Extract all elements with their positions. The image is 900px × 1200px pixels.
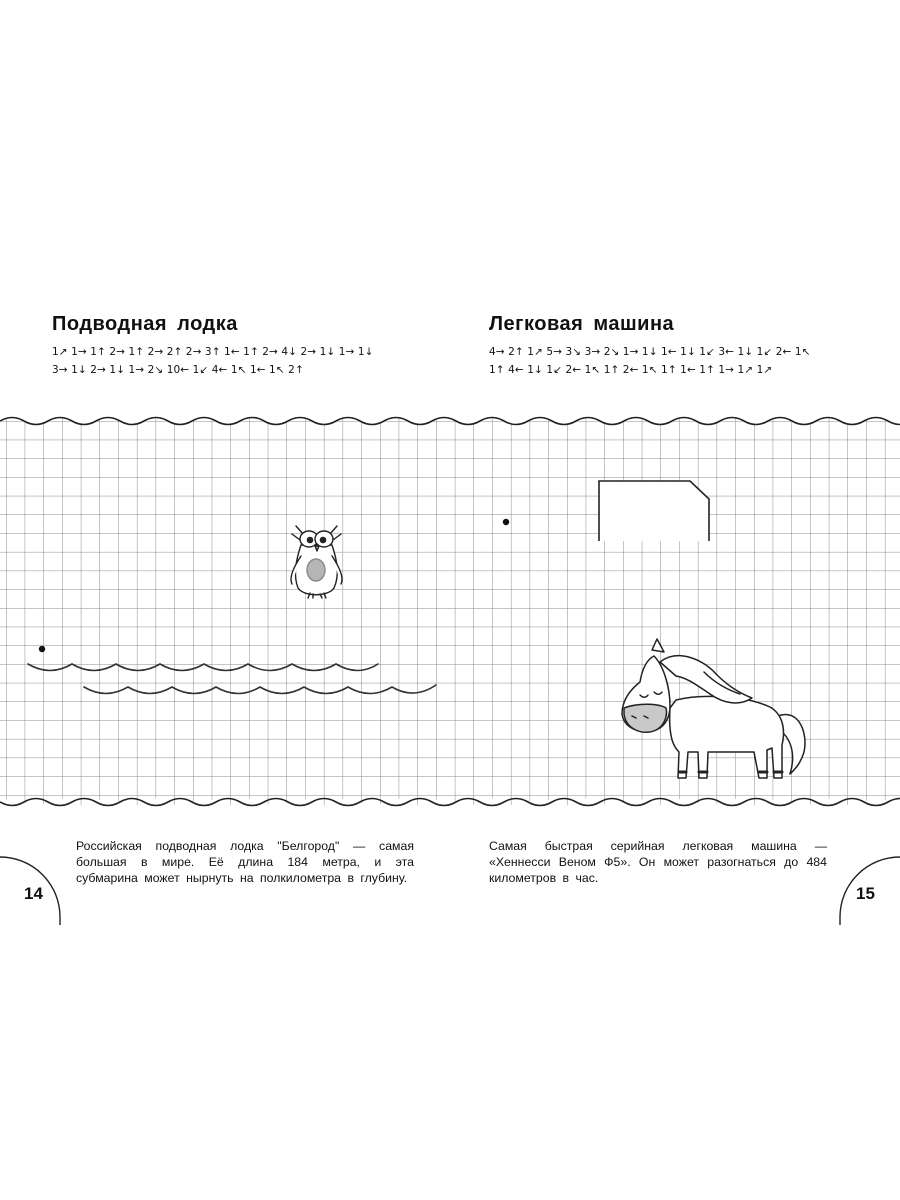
code-line: 1↑ 4← 1↓ 1↙ 2← 1↖ 1↑ 2← 1↖ 1↑ 1← 1↑ 1→ 1↗ 1↗ [489,364,773,376]
left-page-title: Подводная лодка [52,313,238,335]
right-start-dot [503,519,509,525]
left-page-paragraph: Российская подводная лодка "Белгород" — самая большая в мире. Её длина 184 метра, и эта субмарина может нырнуть на полкилометра в глубину. [76,839,414,885]
code-line: 3→ 1↓ 2→ 1↓ 1→ 2↘ 10← 1↙ 4← 1↖ 1← 1↖ 2↑ [52,364,304,376]
right-page-number: 15 [856,884,875,903]
code-line: 1↗ 1→ 1↑ 2→ 1↑ 2→ 2↑ 2→ 3↑ 1← 1↑ 2→ 4↓ 2→ 1↓ 1→ 1↓ [52,346,374,358]
left-start-dot [39,646,45,652]
right-page-title: Легковая машина [489,313,675,335]
car-outline-start [599,481,709,541]
right-page-paragraph: Самая быстрая серийная легковая машина — «Хеннесси Веном Ф5». Он может разогнаться до 484 километров в час. [489,839,827,885]
code-line: 4→ 2↑ 1↗ 5→ 3↘ 3→ 2↘ 1→ 1↓ 1← 1↓ 1↙ 3← 1↓ 1↙ 2← 1↖ [489,346,811,358]
left-page-number: 14 [24,884,43,903]
